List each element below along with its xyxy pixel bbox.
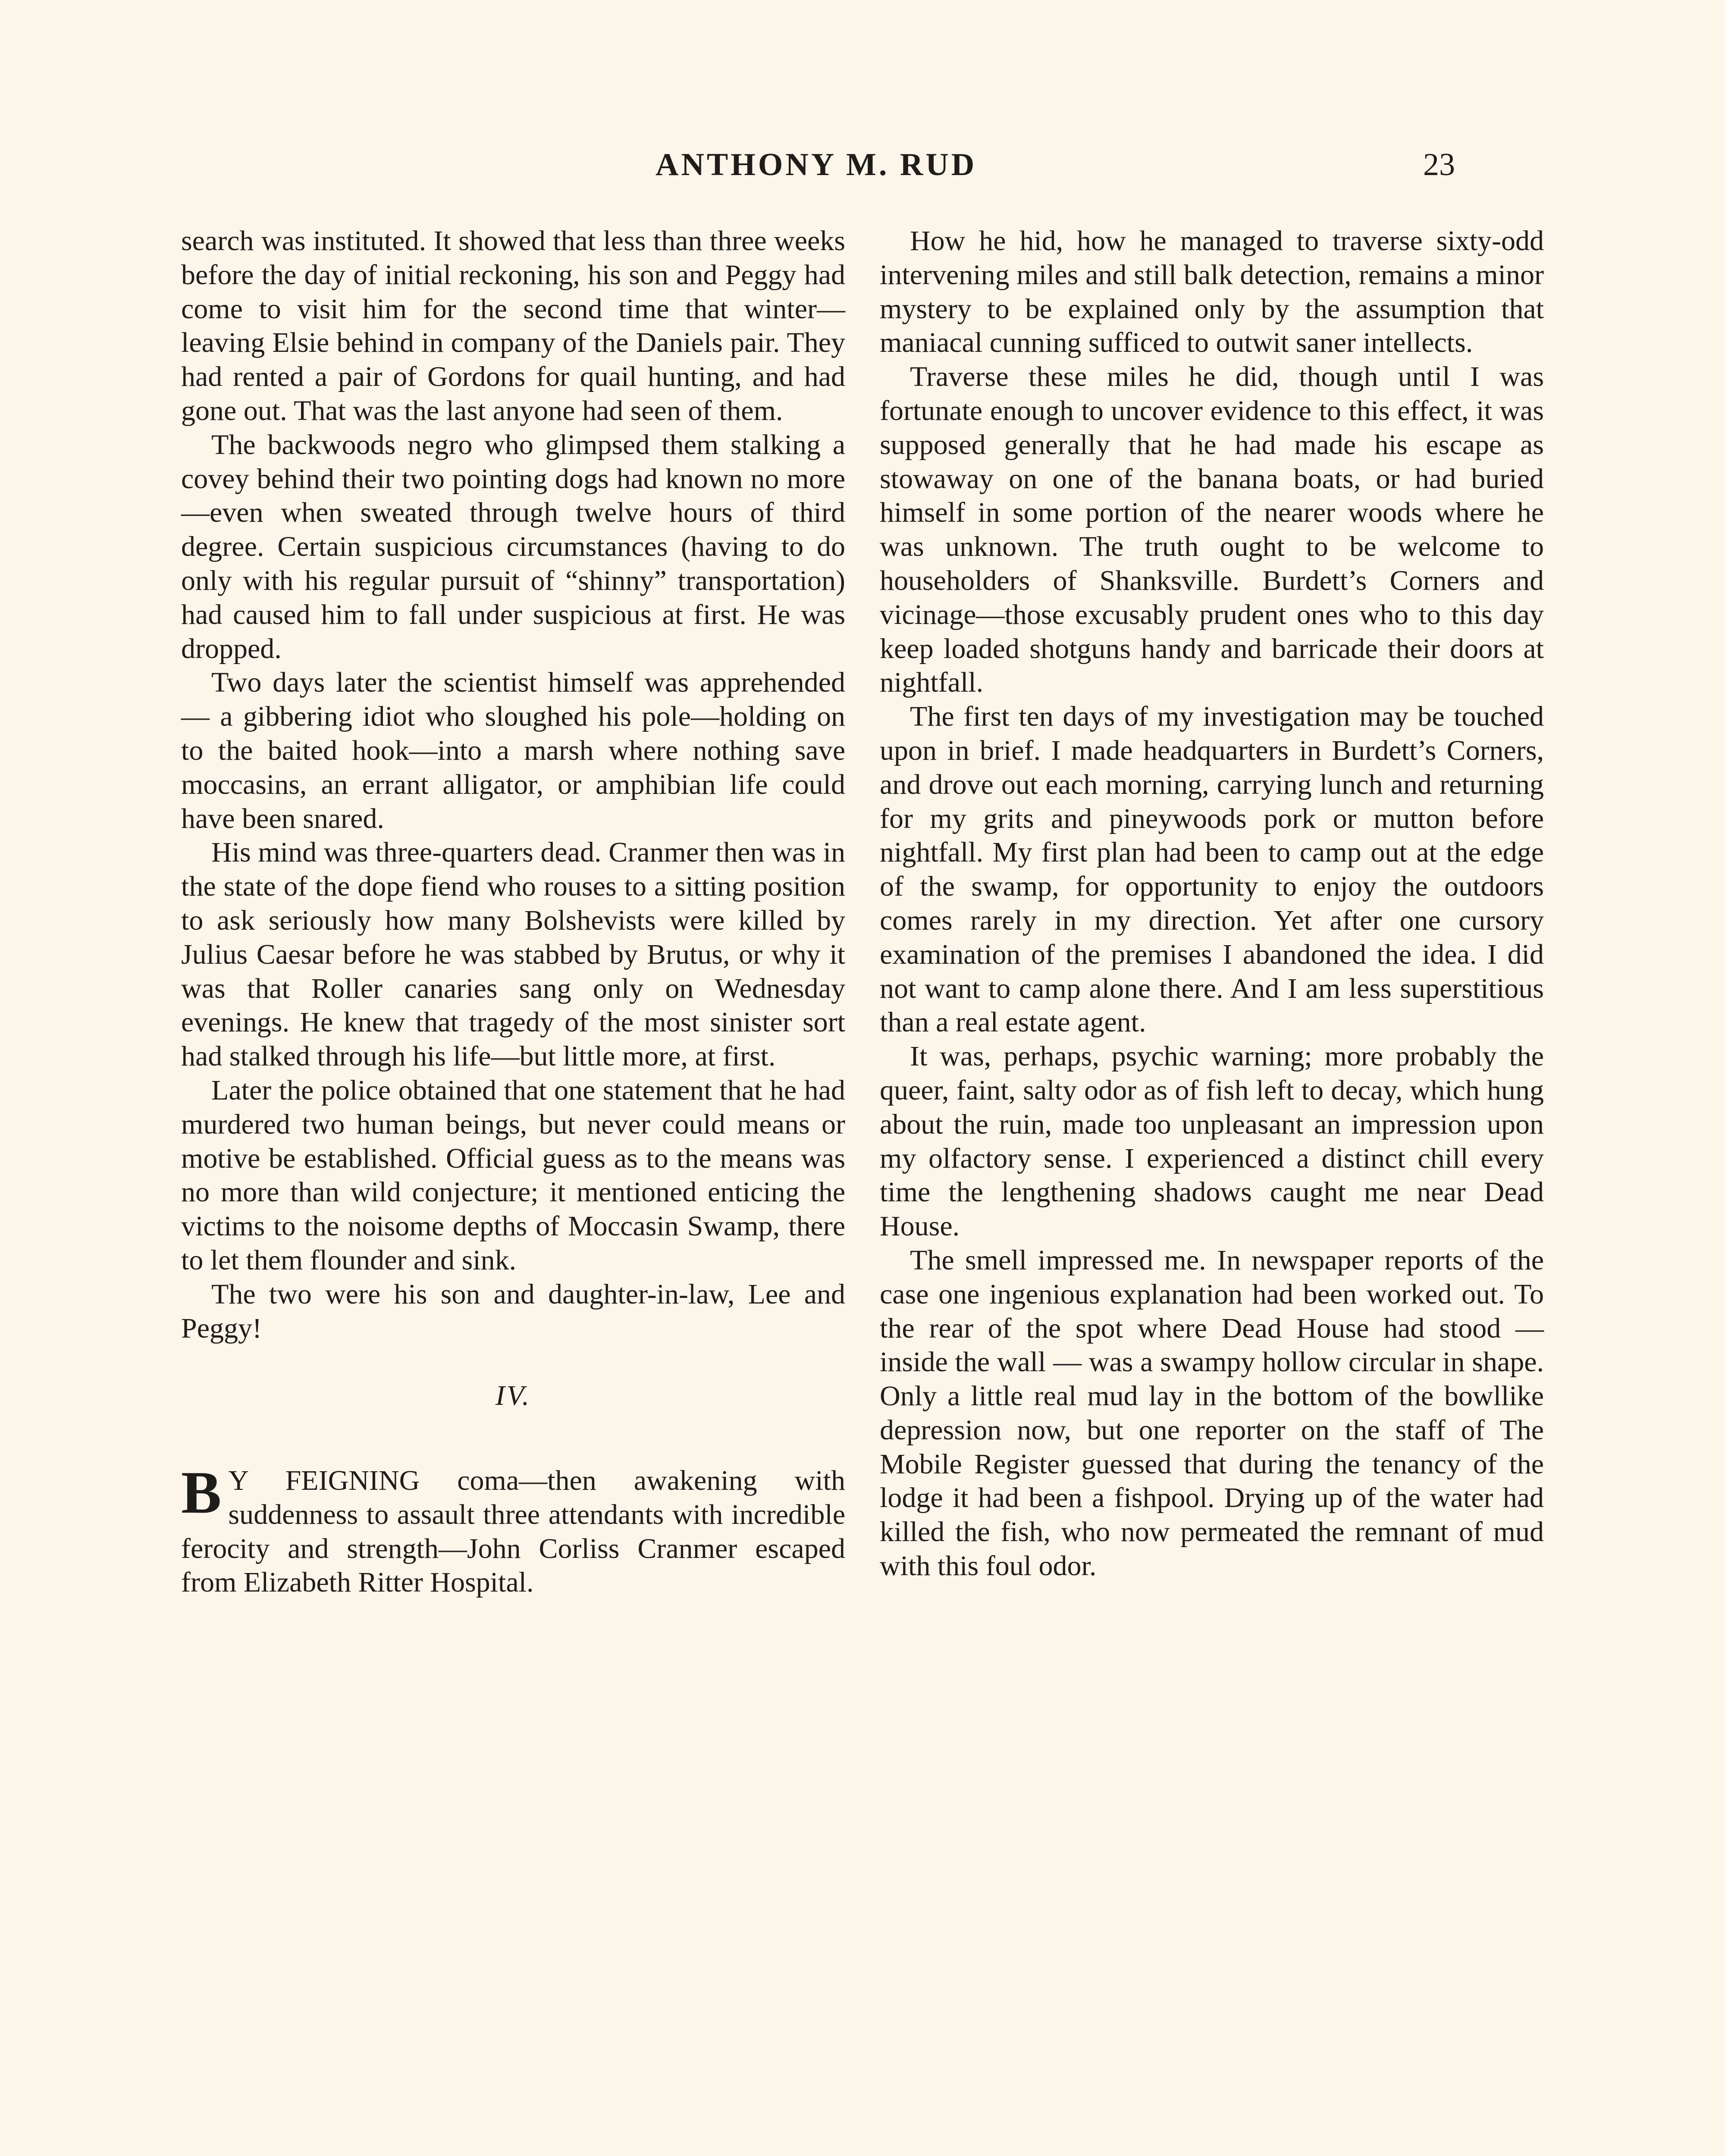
paragraph: Traverse these miles he did, though until I was fortunate enough to uncover evidence to this effect, it was supposed generally that he had made his escape as stowaway on one of the banana boats, or had buried himself in some portion of the nearer woods where he was unknown. The truth ought to be welcome to householders of Shanksville. Burdett’s Corners and vicinage—those excusably prudent ones who to this day keep loaded shotguns handy and barricade their doors at nightfall. — [880, 361, 1544, 699]
paragraph: How he hid, how he managed to traverse sixty-odd intervening miles and still balk detection, remains a minor mystery to be explained only by the assumption that maniacal cunning sufficed to outwit saner intellects. — [880, 225, 1544, 359]
paragraph: Two days later the scientist himself was apprehended — a gibbering idiot who sloughed his pole—holding on to the baited hook—into a marsh where nothing save moccasins, an errant alligator, or amphibian life could have been snared. — [181, 667, 845, 834]
right-column — [880, 224, 1544, 1583]
paragraph: The smell impressed me. In newspaper reports of the case one ingenious explanation had been worked out. To the rear of the spot where Dead House had stood — inside the wall — was a swampy hollow circular in shape. Only a little real mud lay in the bottom of the bowllike depression now, but one reporter on the staff of The Mobile Register guessed that during the tenancy of the lodge it had been a fishpool. Drying up of the water had killed the fish, who now permeated the remnant of mud with this foul odor. — [880, 1244, 1544, 1582]
page-number: 23 — [1423, 147, 1455, 182]
paragraph: The two were his son and daughter-in-law, Lee and Peggy! — [181, 1278, 845, 1344]
left-column — [181, 224, 845, 1600]
paragraph: The first ten days of my investigation may be touched upon in brief. I made headquarters in Burdett’s Corners, and drove out each morning, carrying lunch and returning for my grits and pineywoods pork or mutton before nightfall. My first plan had been to camp out at the edge of the swamp, for opportunity to enjoy the outdoors comes rarely in my direction. Yet after one cursory examination of the premises I abandoned the idea. I did not want to camp alone there. And I am less superstitious than a real estate agent. — [880, 701, 1544, 1038]
section-heading: IV. — [495, 1380, 531, 1412]
opening-text: Y FEIGNING coma—then awakening with suddenness to assault three attendants with incredible ferocity and strength—John Corliss Cranmer escaped from Elizabeth Ritter Hospital. — [181, 1465, 845, 1598]
paragraph: search was instituted. It showed that less than three weeks before the day of initial reckoning, his son and Peggy had come to visit him for the second time that winter—leaving Elsie behind in company of the Daniels pair. They had rented a pair of Gordons for quail hunting, and had gone out. That was the last anyone had seen of them. — [181, 225, 845, 426]
paragraph: His mind was three-quarters dead. Cranmer then was in the state of the dope fiend who rouses to a sitting position to ask seriously how many Bolshevists were killed by Julius Caesar before he was stabbed by Brutus, or why it was that Roller canaries sang only on Wednesday evenings. He knew that tragedy of the most sinister sort had stalked through his life—but little more, at first. — [181, 837, 845, 1072]
drop-cap: B — [181, 1459, 222, 1526]
paragraph: The backwoods negro who glimpsed them stalking a covey behind their two pointing dogs had known no more—even when sweated through twelve hours of third degree. Certain suspicious circumstances (having to do only with his regular pursuit of “shinny” transportation) had caused him to fall under suspicious at first. He was dropped. — [181, 429, 845, 664]
section-opening-paragraph — [181, 1459, 845, 1600]
paragraph: It was, perhaps, psychic warning; more probably the queer, faint, salty odor as of fish left to decay, which hung about the ruin, made too unpleasant an impression upon my olfactory sense. I experienced a distinct chill every time the lengthening shadows caught me near Dead House. — [880, 1040, 1544, 1242]
running-title: ANTHONY M. RUD — [656, 147, 977, 182]
page-header — [0, 147, 1725, 190]
paragraph: Later the police obtained that one statement that he had murdered two human beings, but never could means or motive be established. Official guess as to the means was no more than wild conjecture; it mentioned enticing the victims to the noisome depths of Moccasin Swamp, there to let them flounder and sink. — [181, 1074, 845, 1276]
